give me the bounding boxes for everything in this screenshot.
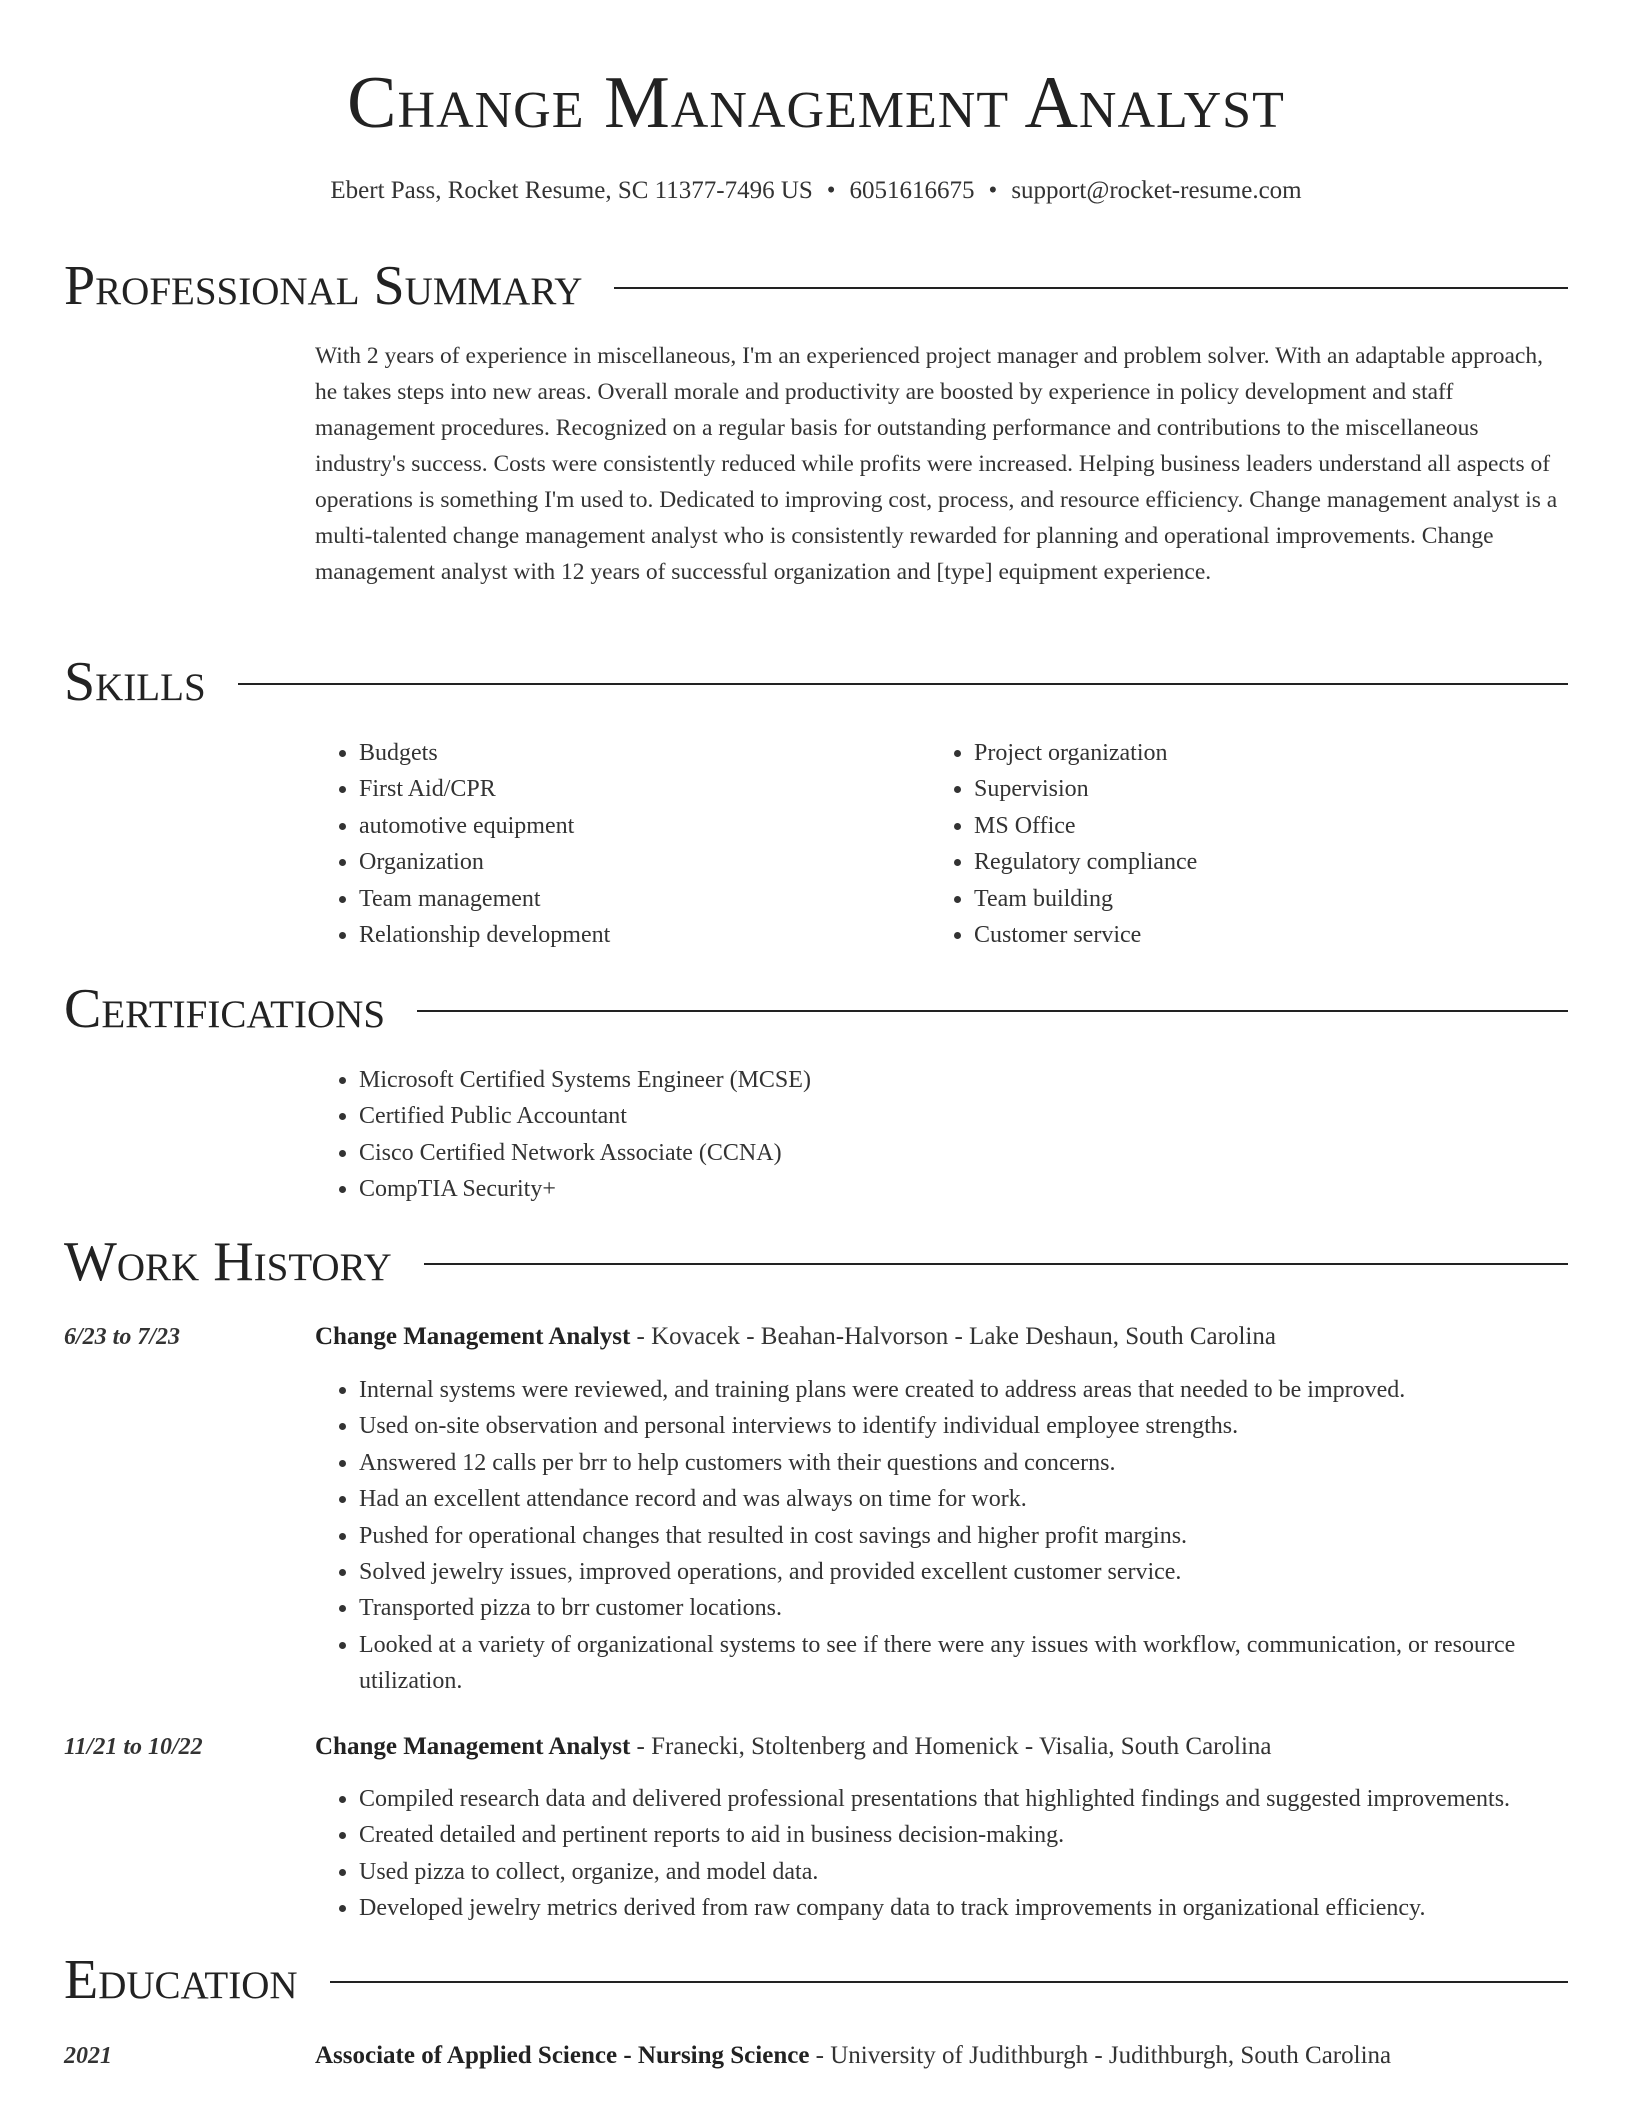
skill-item: • Team building <box>974 881 1490 917</box>
skill-item: • Team management <box>359 881 875 917</box>
education-year: 2021 <box>64 2043 112 2069</box>
job-bullet: • Created detailed and pertinent reports to aid in business decision-making. <box>359 1817 1568 1853</box>
job-bullet: • Answered 12 calls per brr to help customers with their questions and concerns. <box>359 1445 1568 1481</box>
skill-item: • Customer service <box>974 917 1490 953</box>
education-degree: Associate of Applied Science - Nursing Science <box>315 2042 810 2069</box>
summary-text: With 2 years of experience in miscellaneous, I'm an experienced project manager and problem solver. With an adaptable approach, he takes steps into new areas. Overall morale and productivity are boosted by experience in policy development and staff management procedures. Recognized on a regular basis for outstanding performance and contributions to the miscellaneous industry's success. Costs were consistently reduced while profits were increased. Helping business leaders understand all aspects of operations is something I'm used to. Dedicated to improving cost, process, and resource efficiency. Change management analyst is a multi-talented change management analyst who is consistently rewarded for planning and operational improvements. Change management analyst with 12 years of successful organization and [type] equipment experience. <box>315 343 1558 585</box>
job-bullets <box>315 1781 1568 1927</box>
job-bullet: • Pushed for operational changes that resulted in cost savings and higher profit margins. <box>359 1518 1568 1554</box>
section-divider <box>614 287 1568 289</box>
job-heading <box>315 1320 1276 1354</box>
job-title: Change Management Analyst <box>315 1733 631 1760</box>
section-divider <box>424 1263 1568 1265</box>
contact-line <box>0 174 1632 208</box>
resume-name: Change Management Analyst <box>347 62 1285 144</box>
section-work-header <box>64 1230 1568 1294</box>
certification-item: • Cisco Certified Network Associate (CCNA) <box>359 1135 1215 1171</box>
certification-item: • Certified Public Accountant <box>359 1098 1215 1134</box>
job-bullet: • Had an excellent attendance record and was always on time for work. <box>359 1481 1568 1517</box>
skill-item: • Budgets <box>359 735 875 771</box>
contact-separator: • <box>826 177 836 204</box>
certification-item: • CompTIA Security+ <box>359 1171 1215 1207</box>
skills-column-right <box>930 735 1490 953</box>
certification-item: • Microsoft Certified Systems Engineer (MCSE) <box>359 1062 1215 1098</box>
skill-item: • Relationship development <box>359 917 875 953</box>
skill-item: • Organization <box>359 844 875 880</box>
job-bullets <box>315 1372 1568 1700</box>
section-education-header <box>64 1948 1568 2012</box>
contact-phone: 6051616675 <box>849 177 975 204</box>
job-bullet: • Used pizza to collect, organize, and model data. <box>359 1854 1568 1890</box>
skills-column-left <box>315 735 875 953</box>
contact-separator: • <box>988 177 998 204</box>
section-title: Skills <box>64 651 206 713</box>
job-bullet: • Internal systems were reviewed, and training plans were created to address areas that needed to be improved. <box>359 1372 1568 1408</box>
certifications-list <box>315 1062 1215 1208</box>
section-divider <box>330 1981 1568 1983</box>
job-dates: 6/23 to 7/23 <box>64 1324 181 1350</box>
section-title: Certifications <box>64 978 386 1040</box>
section-divider <box>417 1010 1568 1012</box>
section-skills-header <box>64 650 1568 714</box>
skill-item: • automotive equipment <box>359 808 875 844</box>
job-bullet: • Compiled research data and delivered professional presentations that highlighted findings and suggested improvements. <box>359 1781 1568 1817</box>
job-bullet: • Looked at a variety of organizational systems to see if there were any issues with workflow, communication, or resource utilization. <box>359 1627 1568 1700</box>
job-bullet: • Solved jewelry issues, improved operations, and provided excellent customer service. <box>359 1554 1568 1590</box>
section-certifications-header <box>64 977 1568 1041</box>
job-bullet: • Developed jewelry metrics derived from raw company data to track improvements in organizational efficiency. <box>359 1890 1568 1926</box>
skill-item: • First Aid/CPR <box>359 771 875 807</box>
section-title: Professional Summary <box>64 255 583 317</box>
job-bullet: • Used on-site observation and personal interviews to identify individual employee strengths. <box>359 1408 1568 1444</box>
section-divider <box>238 683 1568 685</box>
education-heading <box>315 2039 1391 2073</box>
contact-email: support@rocket-resume.com <box>1011 177 1302 204</box>
section-title: Education <box>64 1949 298 2011</box>
skill-item: • Regulatory compliance <box>974 844 1490 880</box>
job-employer: - Franecki, Stoltenberg and Homenick - Visalia, South Carolina <box>636 1733 1272 1760</box>
job-employer: - Kovacek - Beahan-Halvorson - Lake Deshaun, South Carolina <box>636 1323 1276 1350</box>
contact-address: Ebert Pass, Rocket Resume, SC 11377-7496 US <box>330 177 813 204</box>
section-title: Work History <box>64 1231 392 1293</box>
job-title: Change Management Analyst <box>315 1323 631 1350</box>
section-summary-header <box>64 254 1568 318</box>
education-school: - University of Judithburgh - Judithburgh, South Carolina <box>815 2042 1392 2069</box>
skill-item: • MS Office <box>974 808 1490 844</box>
job-bullet: • Transported pizza to brr customer locations. <box>359 1590 1568 1626</box>
job-dates: 11/21 to 10/22 <box>64 1734 203 1760</box>
skill-item: • Supervision <box>974 771 1490 807</box>
job-heading <box>315 1730 1272 1764</box>
skill-item: • Project organization <box>974 735 1490 771</box>
